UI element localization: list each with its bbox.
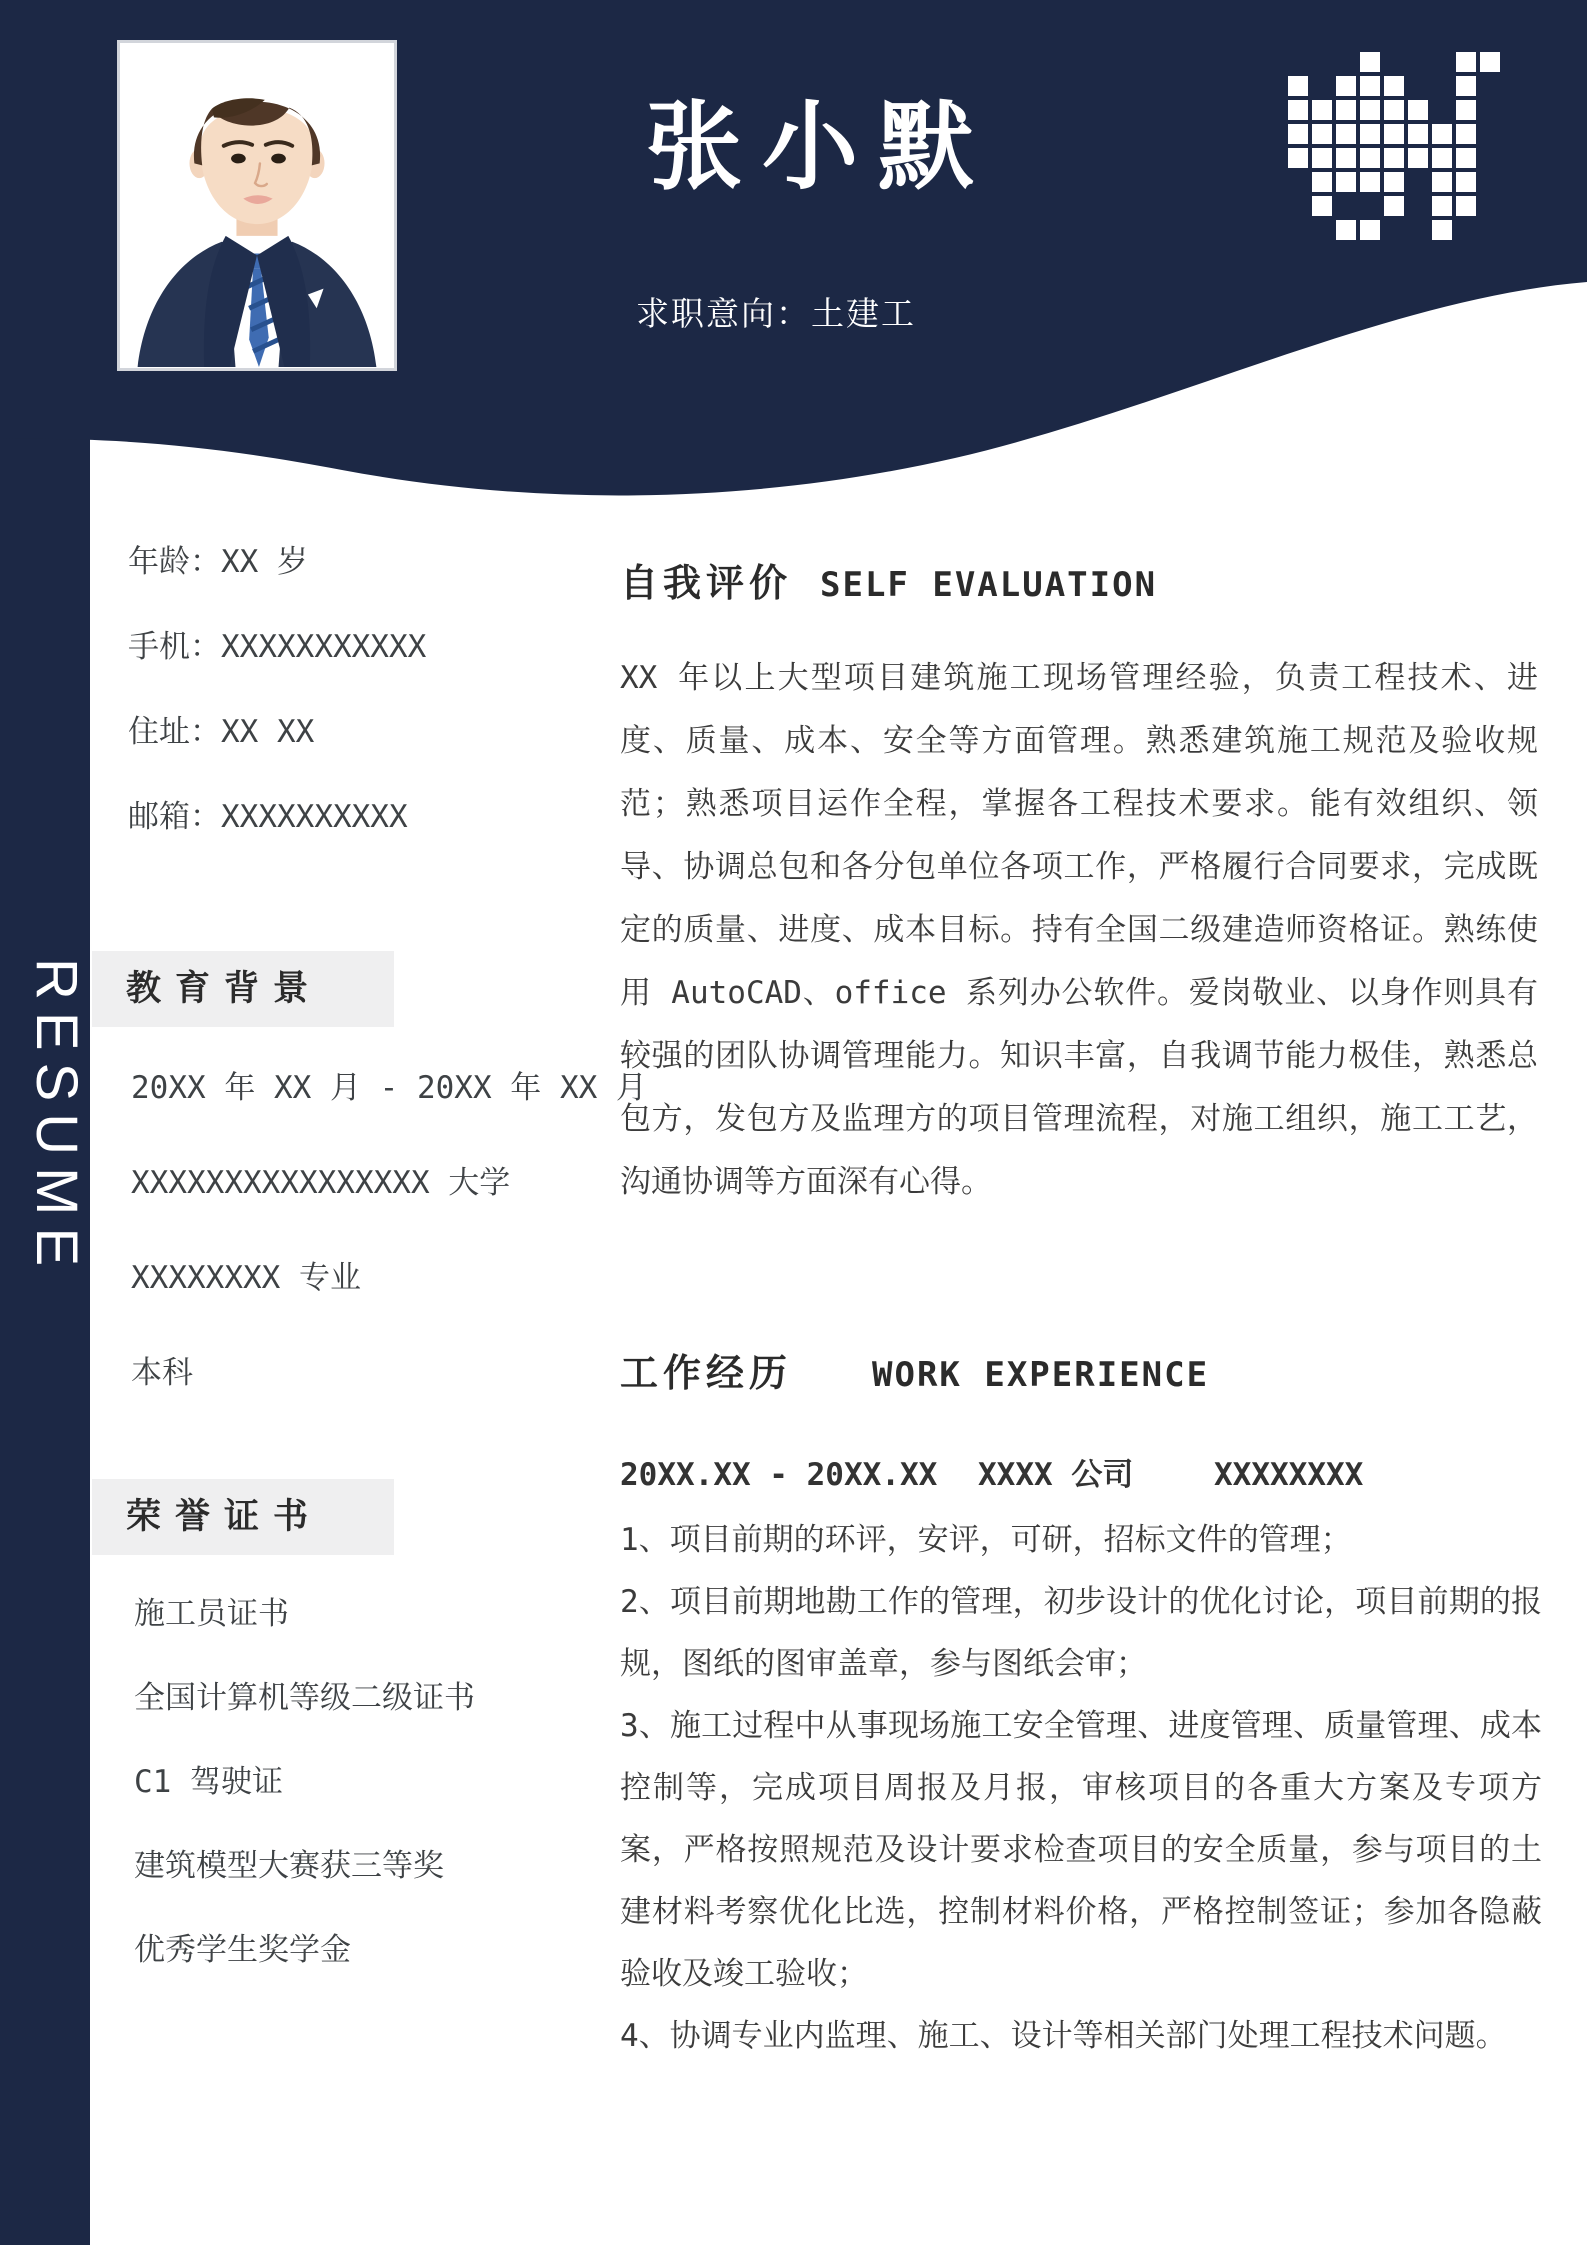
logo-pixel — [1456, 52, 1476, 72]
logo-pixel — [1408, 220, 1428, 240]
logo-pixel — [1384, 124, 1404, 144]
honors-section-header: 荣誉证书 — [92, 1479, 394, 1555]
work-experience-heading — [620, 1342, 1209, 1397]
logo-pixel — [1336, 52, 1356, 72]
self-evaluation-heading-en: SELF EVALUATION — [820, 565, 1158, 605]
logo-pixel — [1456, 148, 1476, 168]
logo-pixel — [1336, 148, 1356, 168]
pixel-w-logo-icon — [1288, 52, 1500, 240]
logo-pixel — [1456, 124, 1476, 144]
logo-pixel — [1480, 196, 1500, 216]
logo-pixel — [1288, 220, 1308, 240]
portrait-illustration-icon — [120, 43, 394, 368]
logo-pixel — [1336, 76, 1356, 96]
contact-item: 邮箱：XXXXXXXXXX — [128, 799, 408, 835]
logo-pixel — [1312, 172, 1332, 192]
honor-item: 施工员证书 — [134, 1596, 289, 1632]
logo-pixel — [1360, 148, 1380, 168]
contact-item: 手机：XXXXXXXXXXX — [128, 629, 427, 665]
logo-pixel — [1432, 124, 1452, 144]
logo-pixel — [1456, 196, 1476, 216]
logo-pixel — [1336, 124, 1356, 144]
logo-pixel — [1408, 52, 1428, 72]
logo-pixel — [1432, 196, 1452, 216]
logo-pixel — [1312, 124, 1332, 144]
logo-pixel — [1432, 100, 1452, 120]
contact-list — [128, 542, 426, 882]
logo-pixel — [1288, 148, 1308, 168]
logo-pixel — [1360, 100, 1380, 120]
work-duty-item: 1、项目前期的环评，安评，可研，招标文件的管理； — [620, 1522, 1352, 1558]
logo-pixel — [1288, 196, 1308, 216]
logo-pixel — [1480, 100, 1500, 120]
logo-pixel — [1384, 148, 1404, 168]
logo-pixel — [1360, 172, 1380, 192]
logo-pixel — [1384, 100, 1404, 120]
contact-item: 年龄：XX 岁 — [128, 544, 308, 580]
work-experience-heading-zh: 工作经历 — [620, 1353, 793, 1395]
logo-pixel — [1360, 220, 1380, 240]
logo-pixel — [1336, 172, 1356, 192]
logo-pixel — [1336, 196, 1356, 216]
logo-pixel — [1480, 172, 1500, 192]
logo-pixel — [1480, 220, 1500, 240]
honor-item: 全国计算机等级二级证书 — [134, 1680, 475, 1716]
self-evaluation-heading — [620, 552, 1157, 607]
work-duty-item: 2、项目前期地勘工作的管理，初步设计的优化讨论，项目前期的报规，图纸的图审盖章，参与图纸会审； — [620, 1584, 1542, 1682]
logo-pixel — [1288, 52, 1308, 72]
logo-pixel — [1456, 220, 1476, 240]
contact-item: 住址：XX XX — [128, 714, 315, 750]
honor-item: 优秀学生奖学金 — [134, 1932, 351, 1968]
logo-pixel — [1360, 124, 1380, 144]
self-evaluation-heading-zh: 自我评价 — [620, 563, 793, 605]
logo-pixel — [1384, 196, 1404, 216]
logo-pixel — [1336, 220, 1356, 240]
logo-pixel — [1480, 52, 1500, 72]
education-section-header: 教育背景 — [92, 951, 394, 1027]
logo-pixel — [1336, 100, 1356, 120]
logo-pixel — [1432, 76, 1452, 96]
logo-pixel — [1312, 52, 1332, 72]
logo-pixel — [1480, 76, 1500, 96]
logo-pixel — [1312, 220, 1332, 240]
logo-pixel — [1408, 172, 1428, 192]
work-experience-heading-en: WORK EXPERIENCE — [872, 1355, 1210, 1395]
honors-list — [134, 1594, 475, 2014]
logo-pixel — [1360, 52, 1380, 72]
logo-pixel — [1408, 148, 1428, 168]
education-school: XXXXXXXXXXXXXXXX 大学 — [131, 1165, 511, 1201]
education-degree: 本科 — [131, 1355, 193, 1391]
honor-item: 建筑模型大赛获三等奖 — [134, 1848, 444, 1884]
work-period: 20XX.XX - 20XX.XX — [620, 1457, 938, 1493]
logo-pixel — [1432, 148, 1452, 168]
logo-pixel — [1312, 148, 1332, 168]
work-duty-item: 3、施工过程中从事现场施工安全管理、进度管理、质量管理、成本控制等，完成项目周报及月报，审核项目的各重大方案及专项方案，严格按照规范及设计要求检查项目的安全质量，参与项目的土建材料考察优化比选，控制材料价格，严格控制签证；参加各隐蔽验收及竣工验收； — [620, 1708, 1542, 1992]
logo-pixel — [1456, 100, 1476, 120]
logo-pixel — [1456, 172, 1476, 192]
resume-vertical-label: RESUME — [24, 958, 89, 1279]
logo-pixel — [1312, 196, 1332, 216]
logo-pixel — [1408, 76, 1428, 96]
education-major: XXXXXXXX 专业 — [131, 1260, 361, 1296]
job-intention: 求职意向：土建工 — [636, 295, 916, 332]
logo-pixel — [1288, 76, 1308, 96]
logo-pixel — [1432, 52, 1452, 72]
work-duty-item: 4、协调专业内监理、施工、设计等相关部门处理工程技术问题。 — [620, 2018, 1507, 2054]
logo-pixel — [1384, 220, 1404, 240]
logo-pixel — [1360, 196, 1380, 216]
logo-pixel — [1432, 172, 1452, 192]
logo-pixel — [1312, 100, 1332, 120]
logo-pixel — [1480, 148, 1500, 168]
logo-pixel — [1408, 196, 1428, 216]
logo-pixel — [1456, 76, 1476, 96]
logo-pixel — [1288, 172, 1308, 192]
education-period: 20XX 年 XX 月 - 20XX 年 XX 月 — [131, 1070, 647, 1106]
work-duties — [620, 1509, 1542, 2067]
logo-pixel — [1480, 124, 1500, 144]
logo-pixel — [1384, 76, 1404, 96]
self-evaluation-text: XX 年以上大型项目建筑施工现场管理经验，负责工程技术、进度、质量、成本、安全等方面管理。熟悉建筑施工规范及验收规范；熟悉项目运作全程，掌握各工程技术要求。能有效组织、领导、协调总包和各分包单位各项工作，严格履行合同要求，完成既定的质量、进度、成本目标。持有全国二级建造师资格证。熟练使用 AutoCAD、office 系列办公软件。爱岗敬业、以身作则具有较强的团队协调管理能力。知识丰富，自我调节能力极佳，熟悉总包方，发包方及监理方的项目管理流程，对施工组织，施工工艺，沟通协调等方面深有心得。 — [620, 660, 1538, 1200]
logo-pixel — [1360, 76, 1380, 96]
profile-photo — [117, 40, 397, 371]
honor-item: C1 驾驶证 — [134, 1764, 283, 1800]
logo-pixel — [1408, 124, 1428, 144]
education-details — [131, 1068, 647, 1448]
work-company: XXXX 公司 — [978, 1457, 1134, 1493]
logo-pixel — [1288, 124, 1308, 144]
logo-pixel — [1432, 220, 1452, 240]
candidate-name: 张小默 — [646, 94, 994, 201]
logo-pixel — [1288, 100, 1308, 120]
logo-pixel — [1384, 172, 1404, 192]
logo-pixel — [1312, 76, 1332, 96]
work-position: XXXXXXXX — [1214, 1457, 1364, 1493]
logo-pixel — [1384, 52, 1404, 72]
logo-pixel — [1408, 100, 1428, 120]
